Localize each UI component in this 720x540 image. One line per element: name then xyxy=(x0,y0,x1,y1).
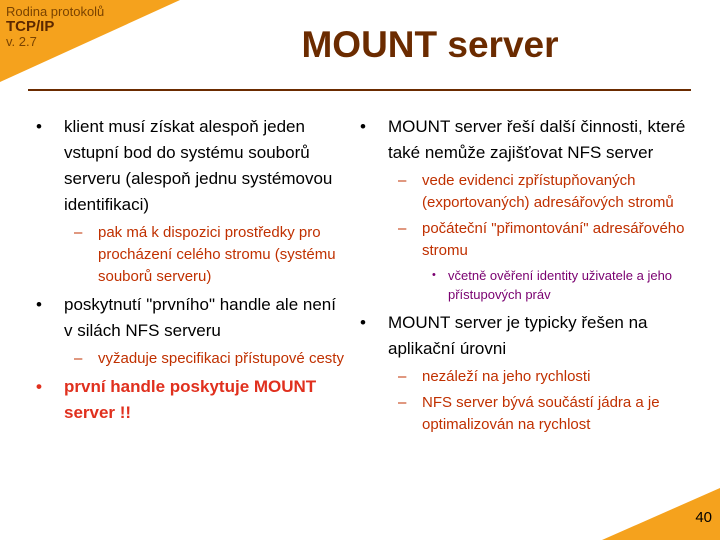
bullet-text: MOUNT server je typicky řešen na aplikační úrovni xyxy=(388,313,648,358)
bullet-marker: • xyxy=(36,117,42,136)
sub-bullet-text: nezáleží na jeho rychlosti xyxy=(422,368,591,385)
bullet-item xyxy=(360,114,700,166)
emphasis-bullet-item xyxy=(36,374,346,426)
series-name: Rodina protokolů xyxy=(6,4,105,19)
sub-bullet-text: vyžaduje specifikaci přístupové cesty xyxy=(98,350,344,367)
title-underline xyxy=(28,89,691,91)
bullet-item xyxy=(36,292,346,344)
slide-header-label xyxy=(6,5,104,48)
dash-marker: – xyxy=(398,220,407,237)
protocol-name: TCP/IP xyxy=(6,18,55,35)
bullet-marker: • xyxy=(360,313,366,332)
version-label: v. 2.7 xyxy=(6,34,37,49)
sub-bullet-item xyxy=(398,366,700,388)
left-column xyxy=(36,114,346,430)
dash-marker: – xyxy=(398,394,407,411)
sub-bullet-text: pak má k dispozici prostředky pro procházení celého stromu (systému souborů serveru) xyxy=(98,224,336,285)
dash-marker: – xyxy=(74,224,83,241)
sub-bullet-text: počáteční "přimontování" adresářového stromu xyxy=(422,220,685,259)
bullet-marker: • xyxy=(360,117,366,136)
sub-sub-bullet-item xyxy=(432,266,700,304)
bullet-marker: • xyxy=(36,377,42,396)
sub-bullet-item xyxy=(398,392,700,436)
emphasis-bullet-text: první handle poskytuje MOUNT server !! xyxy=(64,377,317,422)
bullet-text: klient musí získat alespoň jeden vstupní bod do systému souborů serveru (alespoň jednu systémovou identifikaci) xyxy=(64,117,333,214)
sub-bullet-text: NFS server bývá součástí jádra a je optimalizován na rychlost xyxy=(422,394,660,433)
sub-bullet-text: vede evidenci zpřístupňovaných (exportovaných) adresářových stromů xyxy=(422,172,674,211)
sub-bullet-item xyxy=(398,218,700,262)
bullet-marker: • xyxy=(36,295,42,314)
bullet-item xyxy=(36,114,346,218)
bullet-text: MOUNT server řeší další činnosti, které také nemůže zajišťovat NFS server xyxy=(388,117,686,162)
slide-title: MOUNT server xyxy=(301,24,559,65)
small-bullet-marker: • xyxy=(432,269,436,281)
bullet-item xyxy=(360,310,700,362)
sub-bullet-item xyxy=(398,170,700,214)
dash-marker: – xyxy=(74,350,83,367)
bullet-text: poskytnutí "prvního" handle ale není v silách NFS serveru xyxy=(64,295,336,340)
dash-marker: – xyxy=(398,368,407,385)
sub-bullet-item xyxy=(74,348,346,370)
page-number: 40 xyxy=(695,509,712,526)
sub-bullet-item xyxy=(74,222,346,288)
right-column xyxy=(360,114,700,440)
sub-sub-bullet-text: včetně ověření identity uživatele a jeho přístupových práv xyxy=(448,268,673,302)
dash-marker: – xyxy=(398,172,407,189)
